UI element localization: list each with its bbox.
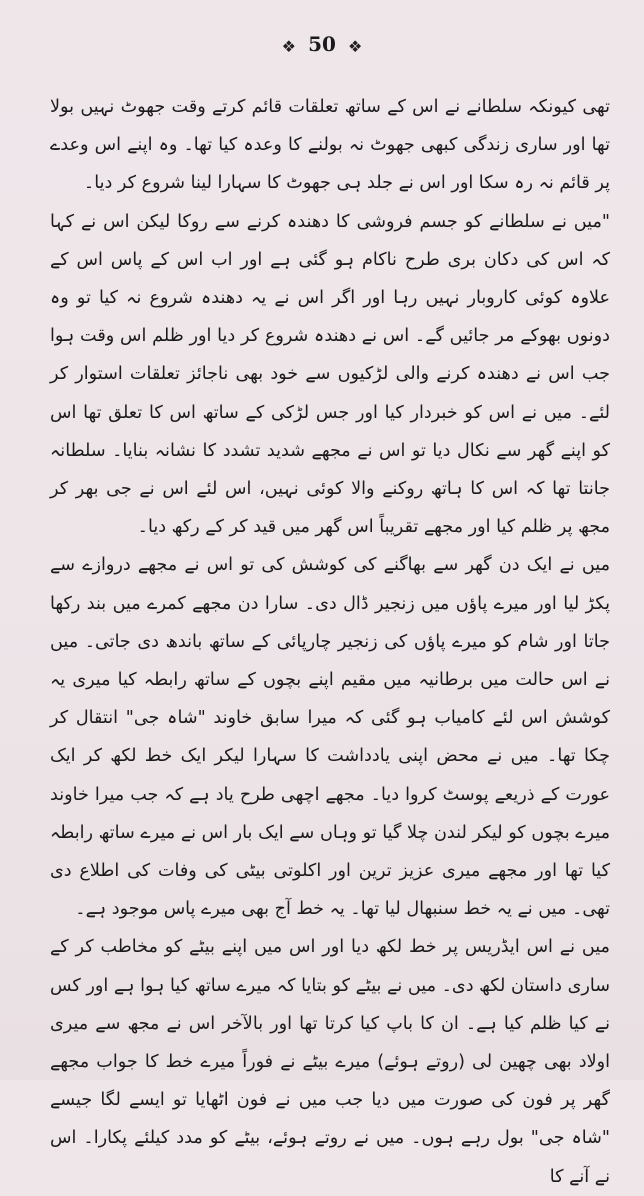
paragraph-2: "میں نے سلطانے کو جسم فروشی کا دھندہ کرنے سے روکا لیکن اس نے کہا کہ اس کی دکان بری طرح ناکام ہو گئی ہے اور اب اس کے پاس اس کے علاوہ کوئی کاروبار نہیں رہا اور اگر اس نے یہ دھندہ شروع نہ کیا تو وہ دونوں بھوکے مر جائیں گے۔ اس نے دھندہ شروع کر دیا اور ظلم اس وقت ہوا جب اس نے دھندہ کرنے والی لڑکیوں سے خود بھی ناجائز تعلقات استوار کر لئے۔ میں نے اس کو خبردار کیا اور جس لڑکی کے ساتھ اس کا تعلق تھا اس کو اپنے گھر سے نکال دیا تو اس نے مجھے شدید تشدد کا نشانہ بنایا۔ سلطانہ جانتا تھا کہ اس کا ہاتھ روکنے والا کوئی نہیں، اس لئے اس نے جی بھر کر مجھ پر ظلم کیا اور مجھے تقریباً اس گھر میں قید کر کے رکھ دیا۔	[50, 211, 610, 538]
page-number: 50	[308, 32, 336, 56]
page-header	[0, 32, 644, 56]
ornament-right-icon: ❖	[348, 37, 363, 56]
ornament-left-icon: ❖	[281, 37, 296, 56]
paragraph-3: میں نے ایک دن گھر سے بھاگنے کی کوشش کی تو اس نے مجھے دروازے سے پکڑ لیا اور میرے پاؤں میں زنجیر ڈال دی۔ سارا دن مجھے کمرے میں بند رکھا جاتا اور شام کو میرے پاؤں کی زنجیر چارپائی کے ساتھ باندھ دی جاتی۔ میں نے اس حالت میں برطانیہ میں مقیم اپنے بچوں کے ساتھ رابطہ کیا میری یہ کوشش اس لئے کامیاب ہو گئی کہ میرا سابق خاوند "شاہ جی" انتقال کر چکا تھا۔ میں نے محض اپنی یادداشت کا سہارا لیکر ایک خط لکھ کر ایک عورت کے ذریعے پوسٹ کروا دیا۔ مجھے اچھی طرح یاد ہے کہ جب میرا خاوند میرے بچوں کو لیکر لندن چلا گیا تو وہاں سے ایک بار اس نے میرے ساتھ رابطہ کیا تھا اور مجھے میری عزیز ترین اور اکلوتی بیٹی کی وفات کی اطلاع دی تھی۔ میں نے یہ خط سنبھال لیا تھا۔ یہ خط آج بھی میرے پاس موجود ہے۔	[50, 555, 610, 920]
paragraph-4: میں نے اس ایڈریس پر خط لکھ دیا اور اس میں اپنے بیٹے کو مخاطب کر کے ساری داستان لکھ دی۔ میں نے بیٹے کو بتایا کہ میرے ساتھ کیا ہوا ہے اور کس نے کیا ظلم کیا ہے۔ ان کا باپ کیا کرتا تھا اور بالآخر اس نے مجھ سے میری اولاد بھی چھین لی (روتے ہوئے) میرے بیٹے نے فوراً میرے خط کا جواب مجھے گھر پر فون کی صورت میں دیا جب میں نے فون اٹھایا تو ایسے لگا جیسے "شاہ جی" بول رہے ہوں۔ میں نے روتے ہوئے، بیٹے کو مدد کیلئے پکارا۔ اس نے آنے کا	[50, 937, 610, 1187]
page-body-text	[50, 88, 610, 1196]
paragraph-1: تھی کیونکہ سلطانے نے اس کے ساتھ تعلقات قائم کرتے وقت جھوٹ نہیں بولا تھا اور ساری زندگی کبھی جھوٹ نہ بولنے کا وعدہ کیا تھا۔ وہ اپنے اس وعدے پر قائم نہ رہ سکا اور اس نے جلد ہی جھوٹ کا سہارا لینا شروع کر دیا۔	[50, 97, 610, 194]
